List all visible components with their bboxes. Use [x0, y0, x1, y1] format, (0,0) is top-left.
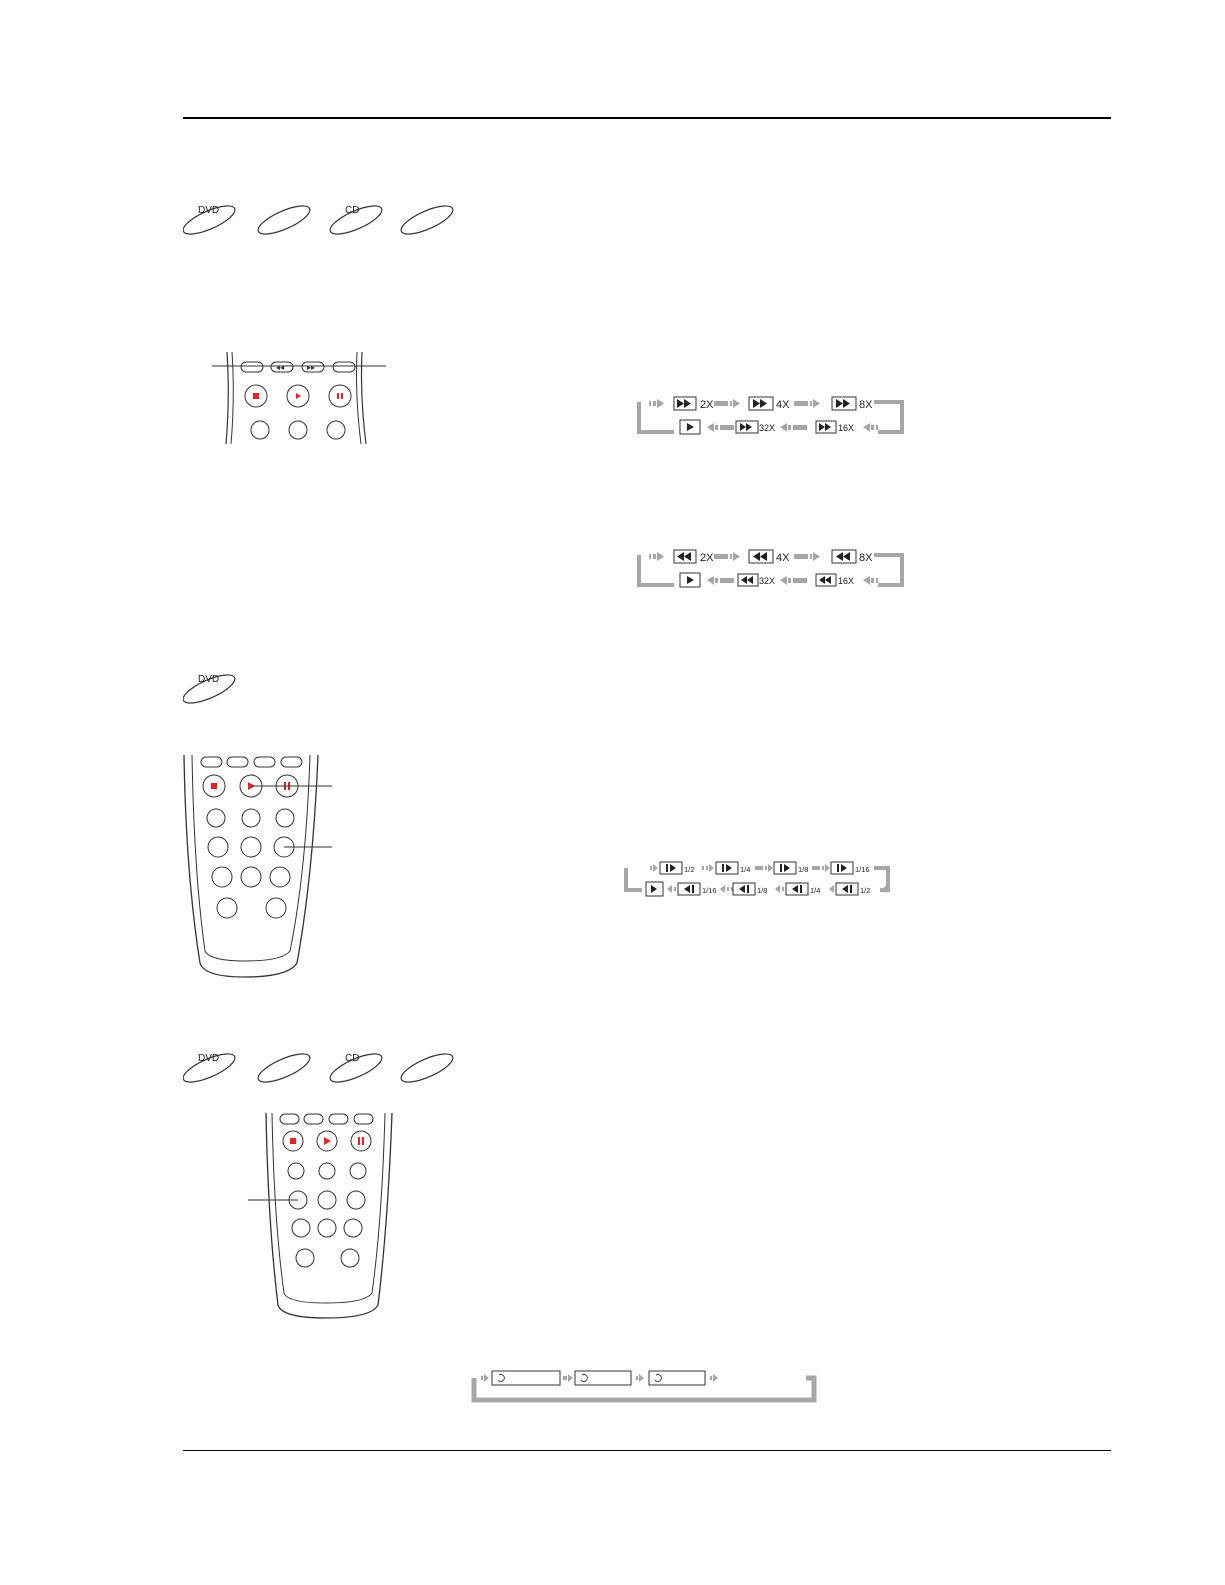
speed-label: 1/16	[702, 886, 717, 895]
speed-label: 16X	[838, 576, 855, 586]
disc-icons-row-2	[183, 667, 253, 712]
cd-label: CD	[345, 1053, 360, 1064]
stop-icon	[253, 393, 259, 399]
slow-motion-diagram	[622, 860, 894, 900]
cd-disc-icon	[327, 1048, 385, 1087]
speed-label: 1/8	[757, 886, 768, 895]
dvd-label: DVD	[198, 205, 220, 216]
speed-label: 1/4	[740, 865, 751, 874]
dvd-disc-icon	[183, 200, 238, 239]
speed-label: 1/2	[684, 865, 695, 874]
fast-forward-diagram	[634, 396, 912, 438]
remote-illustration-3	[248, 1113, 398, 1321]
pause-button[interactable]	[329, 385, 351, 407]
remote-illustration-2	[180, 755, 340, 980]
cd-label: CD	[345, 205, 360, 216]
play-icon	[324, 1137, 331, 1145]
speed-label: 1/4	[810, 886, 821, 895]
speed-label: 1/16	[855, 865, 870, 874]
disc-icons-row-3	[183, 1046, 463, 1091]
speed-label: 2X	[700, 399, 714, 411]
fast-reverse-diagram	[634, 549, 912, 591]
speed-label: 4X	[776, 399, 790, 411]
cd-disc-icon	[327, 200, 385, 239]
fast-forward-icon: ▸▸	[307, 363, 316, 372]
repeat-diagram	[466, 1370, 822, 1408]
speed-label: 32X	[759, 423, 776, 433]
speed-label: 8X	[859, 399, 873, 411]
blank-disc-icon	[255, 1048, 313, 1087]
blank-disc-icon	[398, 200, 456, 239]
blank-disc-icon	[255, 200, 313, 239]
blank-disc-icon	[398, 1048, 456, 1087]
speed-label: 8X	[859, 552, 873, 564]
play-icon	[296, 393, 301, 399]
stop-icon	[211, 783, 217, 789]
remote-illustration-1	[210, 352, 390, 448]
rewind-icon: ◂◂	[276, 363, 285, 372]
dvd-disc-icon	[183, 669, 238, 708]
speed-label: 1/2	[860, 886, 871, 895]
stop-icon	[290, 1138, 296, 1144]
speed-label: 4X	[776, 552, 790, 564]
speed-label: 2X	[700, 552, 714, 564]
pause-button[interactable]	[351, 1131, 371, 1151]
dvd-disc-icon	[183, 1048, 238, 1087]
footer-rule	[183, 1450, 1111, 1451]
header-rule	[183, 117, 1111, 119]
speed-label: 32X	[759, 576, 776, 586]
disc-icons-row-1	[183, 198, 463, 243]
speed-label: 1/8	[798, 865, 809, 874]
dvd-label: DVD	[198, 674, 220, 685]
speed-label: 16X	[838, 423, 855, 433]
dvd-label: DVD	[198, 1053, 220, 1064]
